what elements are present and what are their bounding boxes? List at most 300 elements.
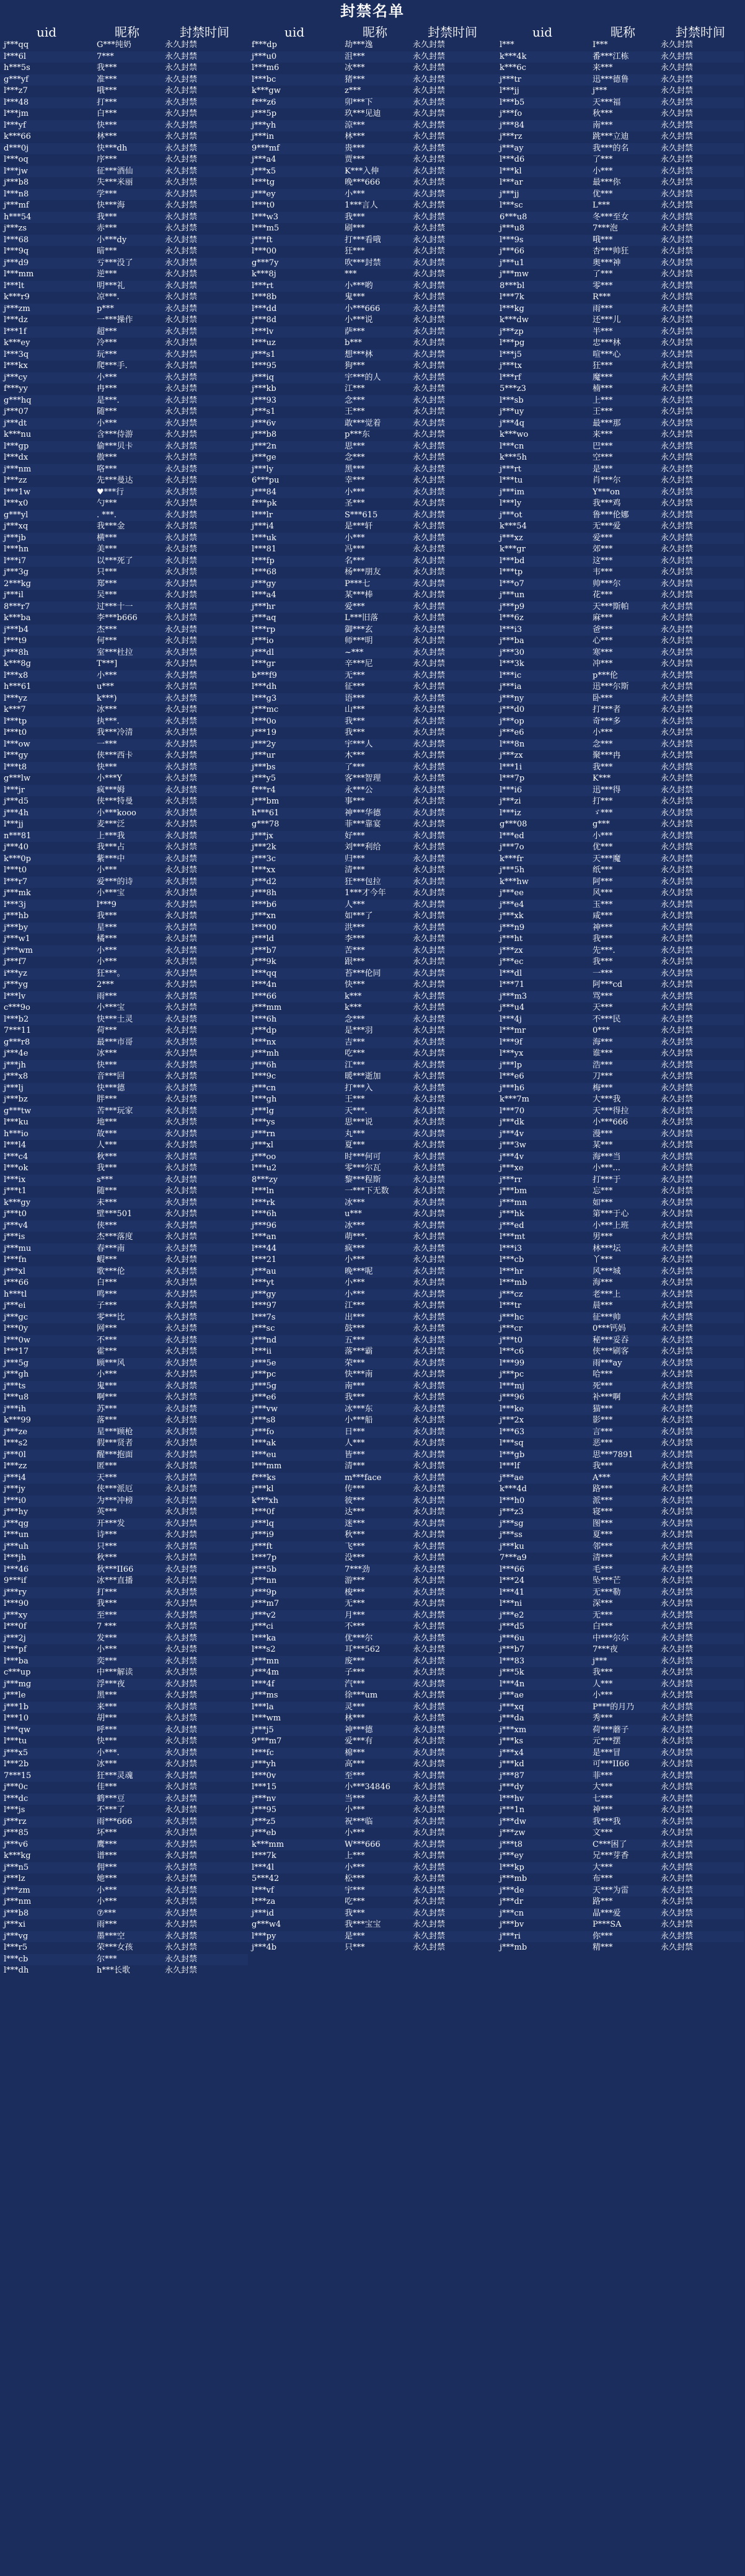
ban-time-cell: 永久封禁 [661, 1347, 694, 1356]
table-row [0, 1839, 248, 1851]
ban-time-cell: 永久封禁 [661, 315, 694, 325]
ban-time-cell: 永久封禁 [413, 1347, 446, 1356]
nickname-cell: 木*** [345, 751, 365, 760]
uid-cell: l***21 [252, 1255, 277, 1264]
table-row [248, 154, 496, 166]
uid-cell: j***4b [252, 1943, 277, 1952]
table-row [248, 1702, 496, 1714]
ban-time-cell: 永久封禁 [657, 441, 744, 453]
nickname-cell: 学*** [93, 189, 161, 201]
uid-cell: j***ci [252, 1622, 273, 1631]
table-row [248, 1369, 496, 1381]
ban-time-cell: 永久封禁 [657, 1450, 744, 1461]
uid-cell: l***r5 [4, 1943, 28, 1952]
uid-cell: k***8g [4, 659, 31, 668]
uid-cell: j***b4 [0, 624, 93, 636]
table-row [0, 1873, 248, 1885]
ban-time-cell: 永久封禁 [413, 1576, 446, 1585]
table-row [0, 1277, 248, 1289]
table-row [0, 1518, 248, 1530]
table-row [248, 258, 496, 269]
nickname-cell: 无***爱 [593, 522, 621, 531]
table-row [248, 1198, 496, 1209]
uid-cell: l***g3 [248, 693, 341, 705]
ban-time-cell: 永久封禁 [661, 361, 694, 370]
table-row [248, 1094, 496, 1106]
ban-time-cell: 永久封禁 [657, 1748, 744, 1759]
table-row [496, 796, 744, 808]
nickname-cell: 幸*** [345, 476, 365, 485]
nickname-cell: 天***魔 [589, 854, 657, 865]
table-row [496, 1358, 744, 1370]
table-row [0, 1507, 248, 1518]
ban-time-cell: 永久封禁 [165, 613, 198, 623]
nickname-cell: 江*** [345, 384, 365, 393]
table-row [248, 1782, 496, 1794]
ban-time-cell: 永久封禁 [161, 1404, 248, 1416]
ban-time-cell: 永久封禁 [409, 74, 496, 86]
ban-time-cell: 永久封禁 [165, 911, 198, 921]
uid-cell: j***xe [500, 1163, 524, 1173]
uid-cell: j***d0 [500, 705, 525, 714]
nickname-cell: 海*** [589, 1037, 657, 1049]
uid-cell: j***xq [496, 1702, 589, 1714]
nickname-cell: 废*** [341, 1656, 409, 1668]
ban-time-cell: 永久封禁 [413, 132, 446, 141]
uid-cell: j***ec [500, 957, 524, 966]
uid-cell: l***a4 [252, 590, 276, 600]
table-row [0, 888, 248, 900]
nickname-cell: 贾*** [345, 155, 365, 164]
uid-cell: j***xl [0, 1266, 93, 1278]
table-row [248, 1541, 496, 1553]
table-row [496, 854, 744, 865]
table-row [0, 727, 248, 739]
ban-time-cell: 永久封禁 [165, 1943, 198, 1952]
nickname-cell: 小*** [93, 418, 161, 430]
uid-cell: l***6z [500, 613, 524, 623]
uid-cell: l***17 [4, 1347, 29, 1356]
uid-cell: l***24 [500, 1576, 525, 1585]
uid-cell: j***x5 [0, 1748, 93, 1759]
uid-cell: j***mg [0, 1679, 93, 1691]
nickname-cell: 寝*** [593, 1507, 613, 1517]
nickname-cell: 子*** [345, 1668, 365, 1677]
table-row [0, 74, 248, 86]
table-row [496, 1862, 744, 1874]
uid-cell: l***u8 [4, 1393, 29, 1402]
ban-time-cell: 永久封禁 [657, 281, 744, 292]
table-row [248, 189, 496, 201]
uid-cell: j***a4 [252, 155, 276, 164]
table-row [248, 1507, 496, 1518]
uid-cell: j***xm [496, 1725, 589, 1737]
uid-cell: j***b8 [252, 430, 277, 439]
nickname-cell: 荣*** [341, 1358, 409, 1370]
ban-time-cell: 永久封禁 [409, 1610, 496, 1622]
uid-cell: j***5g [0, 1358, 93, 1370]
ban-time-cell: 永久封禁 [409, 281, 496, 292]
ban-time-cell: 永久封禁 [409, 1885, 496, 1897]
nickname-cell: 咯*** [93, 464, 161, 476]
ban-time-cell: 永久封禁 [165, 705, 198, 714]
uid-cell: l***ar [500, 178, 523, 187]
table-row [248, 579, 496, 590]
uid-cell: l***7p [500, 774, 525, 783]
ban-time-cell: 永久封禁 [661, 751, 694, 760]
table-row [248, 1014, 496, 1026]
uid-cell: j***8h [0, 647, 93, 659]
nickname-cell: 上*** [589, 395, 657, 407]
ban-time-cell: 永久封禁 [165, 567, 198, 577]
ban-time-cell: 永久封禁 [413, 224, 446, 233]
nickname-cell: 高*** [345, 1759, 365, 1769]
ban-time-cell: 永久封禁 [661, 613, 694, 623]
uid-cell: k***r9 [4, 292, 30, 302]
uid-cell: l***rf [496, 372, 589, 384]
table-row [496, 1404, 744, 1416]
uid-cell: l***t0 [4, 865, 27, 875]
table-row [0, 1816, 248, 1828]
nickname-cell: 狗*** [345, 361, 365, 370]
table-row [0, 1071, 248, 1083]
uid-cell: j***5p [252, 109, 277, 118]
nickname-cell: 晚***666 [345, 178, 381, 187]
uid-cell: g***yl [0, 510, 93, 522]
uid-cell: j***4v [496, 1129, 589, 1141]
uid-cell: j***dl [248, 647, 341, 659]
table-row [496, 922, 744, 934]
table-row [248, 796, 496, 808]
uid-cell: l***yf [0, 120, 93, 132]
ban-time-cell: 永久封禁 [413, 361, 446, 370]
uid-cell: l***0y [4, 1324, 29, 1333]
nickname-cell: 萨*** [341, 326, 409, 338]
uid-cell: k***fr [496, 854, 589, 865]
uid-cell: c***9o [4, 1003, 30, 1012]
uid-cell: j***ry [0, 1587, 93, 1599]
table-row [0, 762, 248, 774]
table-row [496, 556, 744, 567]
table-row [0, 131, 248, 143]
uid-cell: j***nm [4, 1897, 32, 1906]
table-row [0, 338, 248, 349]
uid-cell: l***3j [0, 900, 93, 911]
ban-time-cell: 永久封禁 [661, 1232, 694, 1242]
ban-time-cell: 永久封禁 [165, 1461, 198, 1471]
table-row [248, 1828, 496, 1839]
nickname-cell: 小*** [93, 670, 161, 682]
table-row [0, 281, 248, 292]
table-row [0, 1346, 248, 1358]
uid-cell: j***im [496, 487, 589, 499]
nickname-cell: 小*** [97, 865, 117, 875]
table-row [0, 1060, 248, 1072]
ban-time-cell: 永久封禁 [165, 384, 198, 393]
ban-time-cell: 永久封禁 [165, 1966, 198, 1975]
ban-time-cell: 永久封禁 [161, 74, 248, 86]
ban-time-cell: 永久封禁 [161, 1427, 248, 1439]
uid-cell: l***lr [248, 510, 341, 522]
table-row [496, 120, 744, 132]
table-row [248, 1690, 496, 1702]
nickname-cell: 诗*** [97, 1530, 117, 1540]
nickname-cell: 肖***尔 [593, 476, 621, 485]
uid-cell: j***uy [500, 407, 524, 416]
table-row [496, 372, 744, 384]
ban-time-cell: 永久封禁 [165, 1645, 198, 1654]
table-row [0, 1541, 248, 1553]
uid-cell: j***3w [500, 1141, 526, 1150]
ban-time-cell: 永久封禁 [409, 1335, 496, 1347]
table-row [0, 544, 248, 556]
ban-time-cell: 永久封禁 [413, 567, 446, 577]
ban-time-cell: 永久封禁 [661, 1393, 694, 1402]
ban-time-cell: 永久封禁 [657, 304, 744, 315]
table-row [0, 154, 248, 166]
nickname-cell: 壁***501 [97, 1209, 133, 1219]
nickname-cell: 言*** [589, 1427, 657, 1439]
nickname-cell: k***) [93, 693, 161, 705]
uid-cell: j***40 [4, 843, 29, 852]
table-row [496, 1381, 744, 1393]
uid-cell: j***xy [0, 1610, 93, 1622]
table-row [248, 1323, 496, 1335]
table-row [496, 189, 744, 201]
nickname-cell: 可***II66 [593, 1759, 630, 1769]
nickname-cell: 歌***伦 [93, 1266, 161, 1278]
table-row [0, 246, 248, 258]
ban-time-cell: 永久封禁 [161, 1839, 248, 1851]
nickname-cell: 我***鸡 [593, 499, 621, 508]
ban-time-cell: 永久封禁 [413, 1851, 446, 1860]
table-row [0, 877, 248, 888]
ban-time-cell: 永久封禁 [165, 1186, 198, 1196]
uid-cell: j***t1 [4, 1186, 27, 1196]
table-row [496, 85, 744, 97]
nickname-cell: 南*** [341, 1381, 409, 1393]
ban-time-cell: 永久封禁 [661, 155, 694, 164]
table-row [248, 1862, 496, 1874]
nickname-cell: 李*** [345, 934, 365, 944]
ban-time-cell: 永久封禁 [165, 980, 198, 989]
uid-cell: j***op [496, 716, 589, 728]
uid-cell: j***e2 [496, 1610, 589, 1622]
ban-time-cell: 永久封禁 [165, 1416, 198, 1425]
ban-time-cell: 永久封禁 [413, 1622, 446, 1631]
uid-cell: j***v4 [0, 1220, 93, 1232]
table-row [496, 429, 744, 441]
ban-time-cell: 永久封禁 [165, 178, 198, 187]
nickname-cell: 如***了 [345, 911, 373, 921]
table-row [248, 1277, 496, 1289]
table-row [496, 1277, 744, 1289]
uid-cell: j***dy [500, 1782, 524, 1792]
nickname-cell: 某*** [593, 1141, 613, 1150]
table-row [496, 177, 744, 189]
ban-time-cell: 永久封禁 [161, 647, 248, 659]
uid-cell: j***wm [0, 945, 93, 957]
table-row [496, 1530, 744, 1541]
nickname-cell: 浩*** [589, 1060, 657, 1072]
table-row [496, 269, 744, 281]
uid-cell: j***gc [0, 1312, 93, 1324]
table-row [496, 602, 744, 613]
table-row [248, 1621, 496, 1633]
nickname-cell: 零***尔瓦 [345, 1163, 381, 1173]
uid-cell: 7***a9 [500, 1553, 527, 1562]
header-row [248, 25, 496, 40]
ban-time-cell: 永久封禁 [413, 728, 446, 737]
table-row [0, 1759, 248, 1771]
nickname-cell: 浮***夜 [93, 1679, 161, 1691]
uid-cell: g***lw [4, 774, 31, 783]
table-row [0, 1771, 248, 1782]
nickname-cell: 五*** [341, 1335, 409, 1347]
uid-cell: f***yy [4, 384, 28, 393]
nickname-cell: 我*** [345, 1393, 365, 1402]
uid-cell: l***i3 [496, 1243, 589, 1255]
uid-cell: l***rt [248, 281, 341, 292]
nickname-cell: 顾***风 [93, 1358, 161, 1370]
table-row [0, 704, 248, 716]
ban-time-cell: 永久封禁 [657, 854, 744, 865]
uid-cell: j***u8 [500, 224, 525, 233]
table-row [496, 1473, 744, 1484]
table-row [496, 579, 744, 590]
table-row [0, 922, 248, 934]
table-row [248, 957, 496, 968]
nickname-cell: 洪*** [341, 922, 409, 934]
uid-cell: j***ba [500, 636, 524, 646]
table-row [248, 464, 496, 476]
nickname-cell: m***face [341, 1473, 409, 1484]
ban-time-cell: 永久封禁 [661, 865, 694, 875]
uid-cell: l***mj [496, 1381, 589, 1393]
nickname-cell: 侠***特曼 [97, 797, 133, 806]
ban-time-cell: 永久封禁 [413, 476, 446, 485]
table-row [0, 842, 248, 854]
ban-time-cell: 永久封禁 [165, 1805, 198, 1815]
ban-time-cell: 永久封禁 [161, 441, 248, 453]
ban-time-cell: 永久封禁 [413, 315, 446, 325]
table-row [0, 647, 248, 659]
ban-time-cell: 永久封禁 [413, 1461, 446, 1471]
uid-cell: j***ae [496, 1473, 589, 1484]
nickname-cell: 我*** [345, 728, 365, 737]
uid-cell: l***00 [252, 247, 277, 256]
uid-cell: l***x0 [4, 499, 29, 508]
uid-cell: j***xk [500, 911, 524, 921]
uid-cell: j***4v [496, 1152, 589, 1163]
table-row [496, 304, 744, 315]
ban-time-cell: 永久封禁 [657, 166, 744, 178]
ban-time-cell: 永久封禁 [165, 1851, 198, 1860]
uid-cell: j***nv [248, 1794, 341, 1805]
uid-cell: j***is [4, 1232, 25, 1242]
ban-time-cell: 永久封禁 [409, 349, 496, 361]
nickname-cell: 丸*** [341, 1129, 409, 1141]
uid-cell: n***81 [0, 831, 93, 843]
table-row [248, 854, 496, 865]
uid-cell: j***yh [252, 1759, 276, 1769]
uid-cell: l***pg [500, 338, 525, 348]
table-row [496, 1243, 744, 1255]
uid-cell: j***ts [0, 1381, 93, 1393]
ban-time-cell: 永久封禁 [165, 1759, 198, 1769]
nickname-cell: 冯*** [345, 545, 365, 554]
table-row [496, 567, 744, 579]
table-row [0, 1885, 248, 1897]
nickname-cell: 派*** [589, 1496, 657, 1507]
table-row [0, 269, 248, 281]
nickname-cell: 涼*** [341, 120, 409, 132]
ban-time-cell: 永久封禁 [409, 579, 496, 590]
uid-cell: j***rt [496, 464, 589, 476]
table-row [248, 1587, 496, 1599]
uid-cell: l***nx [248, 1037, 341, 1049]
nickname-cell: 了*** [593, 155, 613, 164]
uid-cell: k***ba [4, 613, 31, 623]
ban-time-cell: 永久封禁 [413, 1920, 446, 1929]
table-row [496, 1690, 744, 1702]
table-row [0, 1610, 248, 1622]
uid-cell: j***5b [248, 1564, 341, 1576]
nickname-cell: 天*** [593, 1003, 613, 1012]
uid-cell: j***iq [248, 372, 341, 384]
ban-time-cell: 永久封禁 [657, 556, 744, 567]
nickname-cell: 天***斯帕 [589, 602, 657, 613]
table-row [248, 1610, 496, 1622]
uid-cell: j***n9 [496, 922, 589, 934]
uid-cell: 5***z3 [500, 384, 526, 393]
ban-time-cell: 永久封禁 [161, 1862, 248, 1874]
nickname-cell: 我***宝宝 [345, 1920, 381, 1929]
ban-time-cell: 永久封禁 [661, 1897, 694, 1906]
nickname-cell: 故*** [93, 1129, 161, 1141]
ban-time-cell: 永久封禁 [409, 372, 496, 384]
uid-cell: g***hq [0, 395, 93, 407]
uid-cell: 9***mf [248, 143, 341, 155]
uid-cell: j***5k [500, 1668, 524, 1677]
nickname-cell: 美*** [97, 545, 117, 554]
uid-cell: l***10 [4, 1714, 29, 1723]
uid-cell: l***cn [496, 441, 589, 453]
nickname-cell: 卯***下 [341, 97, 409, 109]
ban-time-cell: 永久封禁 [413, 1484, 446, 1494]
uid-cell: l***4n [496, 1679, 589, 1691]
nickname-cell: 你*** [589, 1931, 657, 1943]
table-row [496, 957, 744, 968]
nickname-cell: 阿*** [589, 877, 657, 888]
ban-time-cell: 永久封禁 [409, 1518, 496, 1530]
table-row [0, 1496, 248, 1507]
ban-time-cell: 永久封禁 [657, 1518, 744, 1530]
table-row [496, 1496, 744, 1507]
uid-cell: j***fo [248, 1427, 341, 1439]
ban-time-cell: 永久封禁 [657, 349, 744, 361]
table-row [248, 315, 496, 326]
uid-cell: j***ze [0, 1427, 93, 1439]
nickname-cell: 快*** [93, 120, 161, 132]
nickname-cell: 只*** [97, 567, 117, 577]
nickname-cell: 过***十一 [93, 602, 161, 613]
nickname-cell: 耳***562 [345, 1645, 381, 1654]
ban-time-cell: 永久封禁 [165, 1232, 198, 1242]
table-row [248, 991, 496, 1003]
ban-time-cell: 永久封禁 [657, 1564, 744, 1576]
uid-cell: l***cb [500, 1255, 524, 1264]
